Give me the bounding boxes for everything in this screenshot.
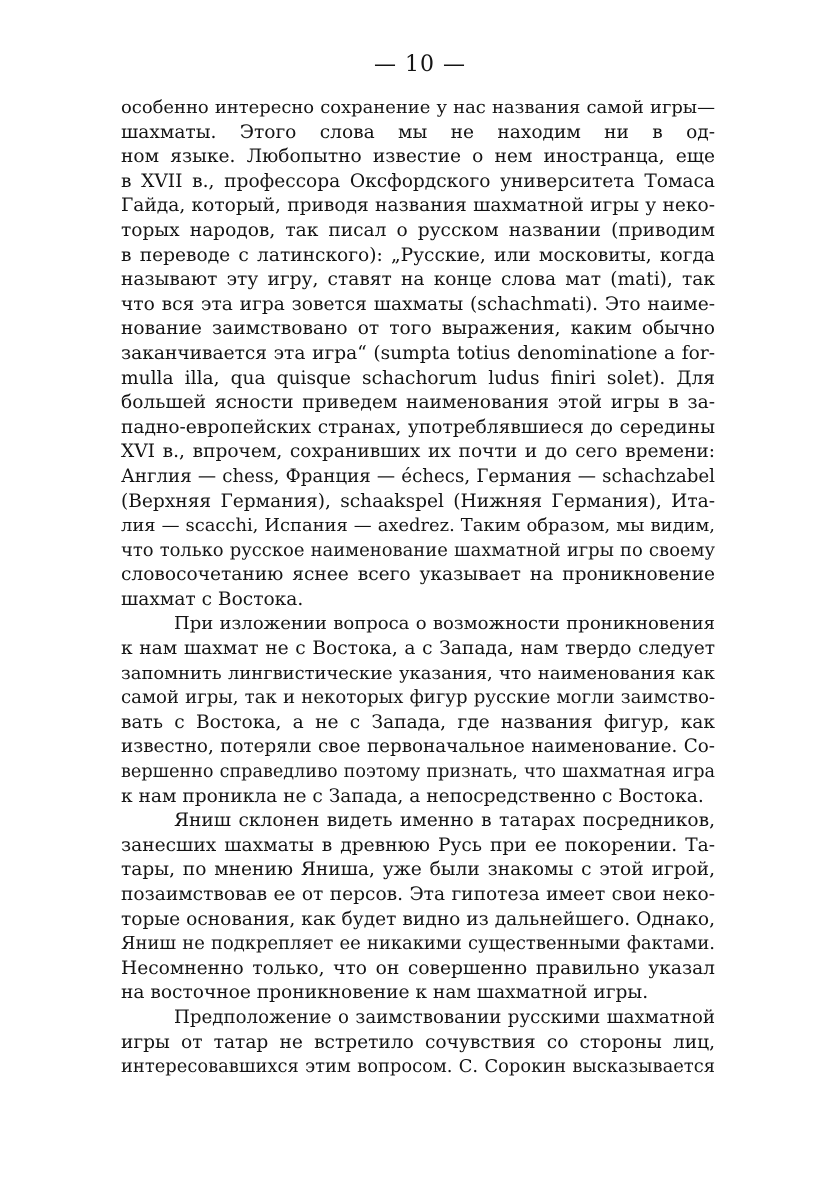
text-line: вершенно справедливо поэтому признать, что шахматная игра xyxy=(121,762,715,783)
text-line: самой игры, так и некоторых фигур русские могли заимство- xyxy=(121,687,715,709)
text-line: занесших шахматы в древнюю Русь при ее покорении. Та- xyxy=(121,834,715,856)
text-line: вать с Востока, а не с Запада, где названия фигур, как xyxy=(121,711,715,733)
text-line: лия — scacchi, Испания — axedrez. Таким образом, мы видим, xyxy=(121,515,715,537)
text-line: словосочетанию яснее всего указывает на проникновение xyxy=(121,564,715,586)
text-line: в переводе с латинского): „Русские, или московиты, когда xyxy=(121,244,715,266)
text-line: При изложении вопроса о возможности проникновения xyxy=(174,613,715,635)
text-line: шахматы. Этого слова мы не находим ни в од- xyxy=(121,121,715,143)
body-text xyxy=(121,96,715,1080)
page-number: — 10 — xyxy=(374,52,466,77)
paragraph-3 xyxy=(121,809,715,1006)
text-line: известно, потеряли свое первоначальное наименование. Со- xyxy=(121,736,715,758)
text-line: в XVII в., профессора Оксфордского университета Томаса xyxy=(121,170,715,192)
text-line: что вся эта игра зовется шахматы (schachmati). Это наиме- xyxy=(121,293,715,315)
text-line: интересовавшихся этим вопросом. С. Сорокин высказывается xyxy=(121,1056,715,1078)
text-line: что только русское наименование шахматной игры по своему xyxy=(121,539,715,561)
text-line: шахмат с Востока. xyxy=(121,588,304,610)
text-line: mulla illa, qua quisque schachorum ludus finiri solet). Для xyxy=(121,367,715,389)
text-line: падно-европейских странах, употреблявшиеся до середины xyxy=(121,416,715,438)
text-line: ном языке. Любопытно известие о нем иностранца, еще xyxy=(121,146,715,168)
paragraph-4 xyxy=(121,1006,715,1080)
text-line: Англия — chess, Франция — échecs, Германия — schachzabel xyxy=(121,465,715,487)
text-line: торых народов, так писал о русском названии (приводим xyxy=(121,219,715,241)
text-line: Гайда, который, приводя названия шахматной игры у неко- xyxy=(121,195,715,217)
text-line: большей ясности приведем наименования этой игры в за- xyxy=(121,392,715,414)
text-line: Несомненно только, что он совершенно правильно указал xyxy=(121,957,715,979)
text-line: особенно интересно сохранение у нас названия самой игры— xyxy=(121,97,715,118)
paragraph-2 xyxy=(121,612,715,809)
text-line: торые основания, как будет видно из дальнейшего. Однако, xyxy=(121,908,715,930)
text-line: (Верхняя Германия), schaakspel (Нижняя Германия), Ита- xyxy=(121,490,715,512)
text-line: Предположение о заимствовании русскими шахматной xyxy=(174,1006,715,1028)
text-line: к нам проникла не с Запада, а непосредственно с Востока. xyxy=(121,785,704,807)
text-line: Яниш не подкрепляет ее никакими существенными фактами. xyxy=(121,933,715,955)
text-line: Яниш склонен видеть именно в татарах посредников, xyxy=(174,810,715,832)
text-line: называют эту игру, ставят на конце слова мат (mati), так xyxy=(121,269,715,291)
text-line: заканчивается эта игра“ (sumpta totius denominatione a for- xyxy=(121,342,715,364)
text-line: тары, по мнению Яниша, уже были знакомы с этой игрой, xyxy=(121,859,715,881)
paragraph-1 xyxy=(121,96,715,612)
text-line: к нам шахмат не с Востока, а с Запада, нам твердо следует xyxy=(121,638,715,660)
text-line: XVI в., впрочем, сохранивших их почти и до сего времени: xyxy=(121,441,715,463)
text-line: позаимствовав ее от персов. Эта гипотеза имеет свои неко- xyxy=(121,884,715,905)
text-line: нование заимствовано от того выражения, каким обычно xyxy=(121,318,715,340)
text-line: запомнить лингвистические указания, что наименования как xyxy=(121,662,715,684)
text-line: на восточное проникновение к нам шахматной игры. xyxy=(121,982,649,1004)
text-line: игры от татар не встретило сочувствия со стороны лиц, xyxy=(121,1031,715,1053)
